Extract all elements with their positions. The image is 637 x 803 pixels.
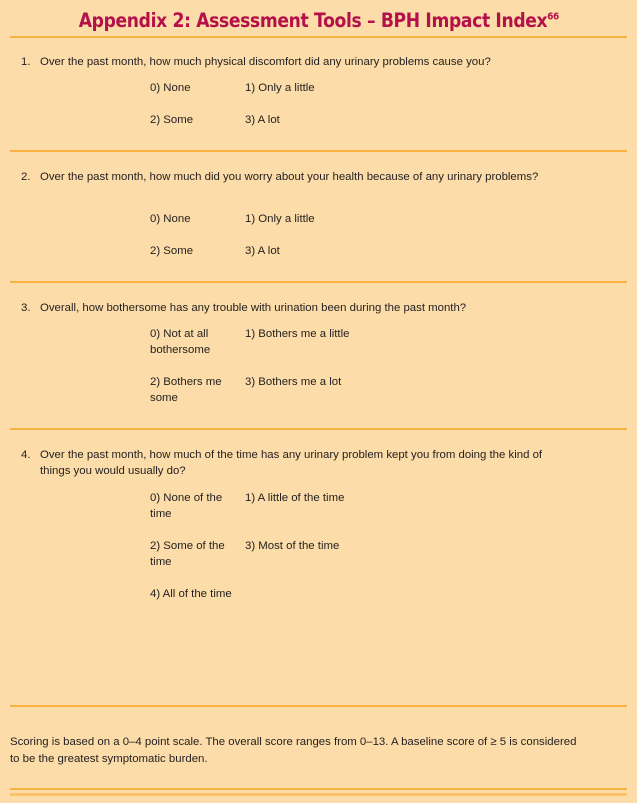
question-1-number: 1. xyxy=(21,56,31,68)
question-2-option-0[interactable]: 0) None xyxy=(150,213,191,225)
question-1-text: Over the past month, how much physical discomfort did any urinary problems cause you? xyxy=(40,56,491,68)
question-4-option-row-2 xyxy=(10,538,627,586)
question-4-number: 4. xyxy=(21,449,31,461)
question-4-option-row-3 xyxy=(10,586,627,618)
question-4-option-3[interactable]: 3) Most of the time xyxy=(245,540,340,552)
question-3 xyxy=(0,283,637,422)
question-3-option-row-2 xyxy=(10,374,627,422)
page-title-superscript: 66 xyxy=(546,11,559,23)
question-1-options xyxy=(10,80,627,144)
divider-before-footer xyxy=(10,705,627,707)
question-3-prompt xyxy=(10,300,627,316)
question-4 xyxy=(0,430,637,618)
question-1 xyxy=(0,38,637,144)
question-4-option-row-3-spacer xyxy=(245,586,627,602)
question-2-option-row-2 xyxy=(10,243,627,275)
question-4-option-4[interactable]: 4) All of the time xyxy=(150,588,232,600)
question-3-text: Overall, how bothersome has any trouble with urination been during the past month? xyxy=(40,302,467,314)
divider-bottom-group xyxy=(10,788,627,796)
page-title xyxy=(78,9,558,32)
question-4-options xyxy=(10,490,627,618)
question-4-prompt xyxy=(10,447,627,479)
question-3-option-3[interactable]: 3) Bothers me a lot xyxy=(245,376,342,388)
scoring-note: Scoring is based on a 0–4 point scale. The overall score ranges from 0–13. A baseline score of ≥ 5 is considered to be the greatest symptomatic burden. xyxy=(10,736,577,765)
page-title-bar xyxy=(0,0,637,36)
question-2-prompt xyxy=(10,169,627,185)
question-2 xyxy=(0,152,637,275)
question-2-number: 2. xyxy=(21,171,31,183)
question-2-text: Over the past month, how much did you worry about your health because of any urinary problems? xyxy=(40,171,539,183)
question-2-options xyxy=(10,211,627,275)
question-1-option-2[interactable]: 2) Some xyxy=(150,114,194,126)
question-2-option-row-1 xyxy=(10,211,627,243)
question-3-options xyxy=(10,326,627,422)
question-2-option-1[interactable]: 1) Only a little xyxy=(245,213,315,225)
question-4-option-2[interactable]: 2) Some of the time xyxy=(150,540,225,568)
question-3-option-2[interactable]: 2) Bothers me some xyxy=(150,376,222,404)
question-4-option-1[interactable]: 1) A little of the time xyxy=(245,492,345,504)
question-1-option-row-1 xyxy=(10,80,627,112)
question-4-option-row-1 xyxy=(10,490,627,538)
question-4-text: Over the past month, how much of the time has any urinary problem kept you from doing the kind of things you would usually do? xyxy=(40,449,543,477)
question-1-option-1[interactable]: 1) Only a little xyxy=(245,82,315,94)
question-1-option-0[interactable]: 0) None xyxy=(150,82,191,94)
question-3-option-1[interactable]: 1) Bothers me a little xyxy=(245,328,350,340)
question-4-option-0[interactable]: 0) None of the time xyxy=(150,492,223,520)
footer xyxy=(0,734,637,768)
page-title-text: Appendix 2: Assessment Tools – BPH Impact Index xyxy=(78,9,547,32)
question-3-option-0[interactable]: 0) Not at all bothersome xyxy=(150,328,211,356)
question-2-option-2[interactable]: 2) Some xyxy=(150,245,194,257)
question-1-option-row-2 xyxy=(10,112,627,144)
question-3-number: 3. xyxy=(21,302,31,314)
question-3-option-row-1 xyxy=(10,326,627,374)
question-1-option-3[interactable]: 3) A lot xyxy=(245,114,280,126)
question-2-option-3[interactable]: 3) A lot xyxy=(245,245,280,257)
divider-bottom-lower xyxy=(10,793,627,796)
question-1-prompt xyxy=(10,54,627,70)
